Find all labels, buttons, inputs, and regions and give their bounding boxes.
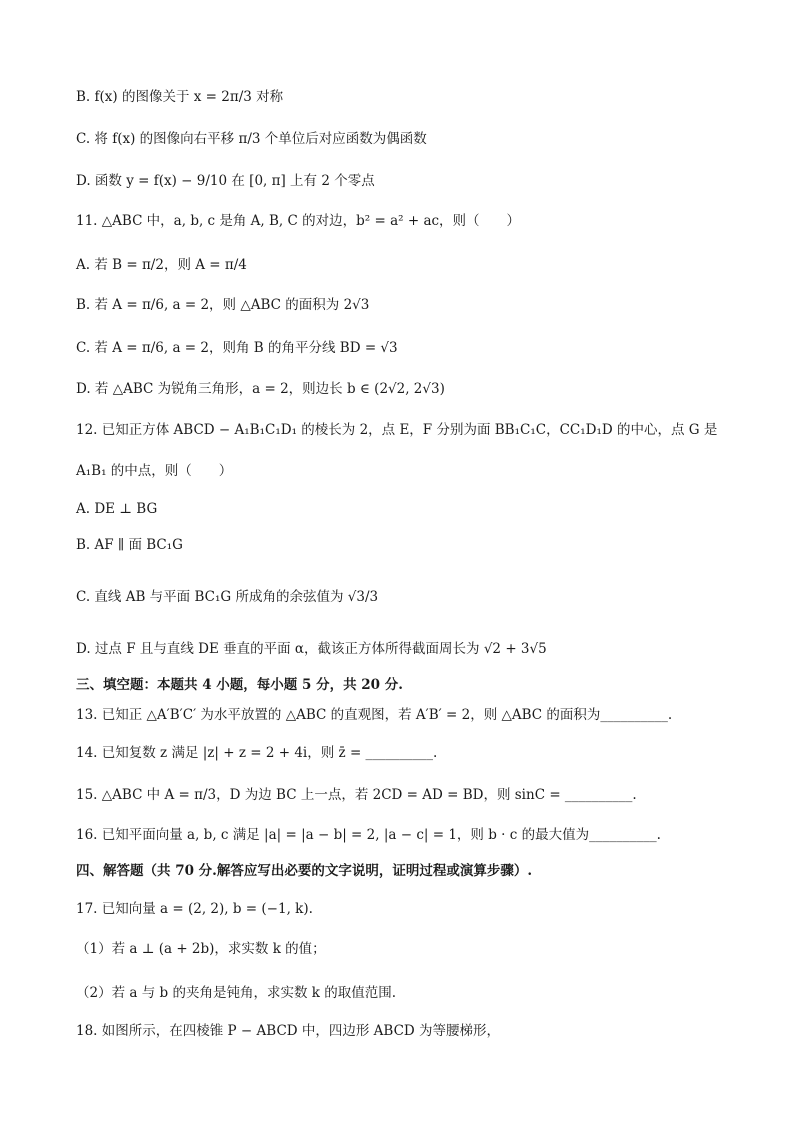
- option-10c: C. 将 f(x) 的图像向右平移 π/3 个单位后对应函数为偶函数: [76, 131, 427, 147]
- section-heading-3: 三、填空题：本题共 4 小题，每小题 5 分，共 20 分.: [76, 677, 403, 693]
- question-11: 11. △ABC 中，a, b, c 是角 A, B, C 的对边，b² = a² + ac，则（ ）: [76, 213, 521, 229]
- question-17: 17. 已知向量 a = (2, 2), b = (−1, k).: [76, 901, 313, 917]
- question-17-part-1: （1）若 a ⊥ (a + 2b)，求实数 k 的值；: [76, 941, 326, 957]
- section-heading-4: 四、解答题（共 70 分.解答应写出必要的文字说明，证明过程或演算步骤）.: [76, 863, 533, 879]
- option-10d: D. 函数 y = f(x) − 9/10 在 [0, π] 上有 2 个零点: [76, 173, 375, 189]
- question-12-cont: A₁B₁ 的中点，则（ ）: [76, 463, 233, 479]
- option-11b: B. 若 A = π/6, a = 2，则 △ABC 的面积为 2√3: [76, 297, 370, 313]
- question-18: 18. 如图所示，在四棱锥 P − ABCD 中，四边形 ABCD 为等腰梯形，: [76, 1023, 501, 1039]
- option-10b: B. f(x) 的图像关于 x = 2π/3 对称: [76, 89, 284, 105]
- option-12d: D. 过点 F 且与直线 DE 垂直的平面 α，截该正方体所得截面周长为 √2 + 3√5: [76, 641, 547, 657]
- option-11d: D. 若 △ABC 为锐角三角形，a = 2，则边长 b ∈ (2√2, 2√3): [76, 381, 445, 397]
- option-12a: A. DE ⊥ BG: [76, 501, 158, 517]
- option-11c: C. 若 A = π/6, a = 2，则角 B 的角平分线 BD = √3: [76, 340, 398, 356]
- question-17-part-2: （2）若 a 与 b 的夹角是钝角，求实数 k 的取值范围.: [76, 985, 396, 1001]
- question-13: 13. 已知正 △A′B′C′ 为水平放置的 △ABC 的直观图，若 A′B′ = 2，则 △ABC 的面积为__________.: [76, 707, 673, 723]
- question-15: 15. △ABC 中 A = π/3，D 为边 BC 上一点，若 2CD = AD = BD，则 sinC = __________.: [76, 787, 637, 803]
- question-16: 16. 已知平面向量 a, b, c 满足 |a| = |a − b| = 2, |a − c| = 1，则 b · c 的最大值为__________.: [76, 827, 661, 843]
- option-11a: A. 若 B = π/2，则 A = π/4: [76, 257, 247, 273]
- question-14: 14. 已知复数 z 满足 |z| + z = 2 + 4i，则 z̄ = __________.: [76, 745, 438, 761]
- option-12c: C. 直线 AB 与平面 BC₁G 所成角的余弦值为 √3/3: [76, 589, 379, 605]
- option-12b: B. AF ∥ 面 BC₁G: [76, 537, 183, 553]
- question-12: 12. 已知正方体 ABCD − A₁B₁C₁D₁ 的棱长为 2，点 E，F 分别为面 BB₁C₁C，CC₁D₁D 的中心，点 G 是: [76, 422, 718, 438]
